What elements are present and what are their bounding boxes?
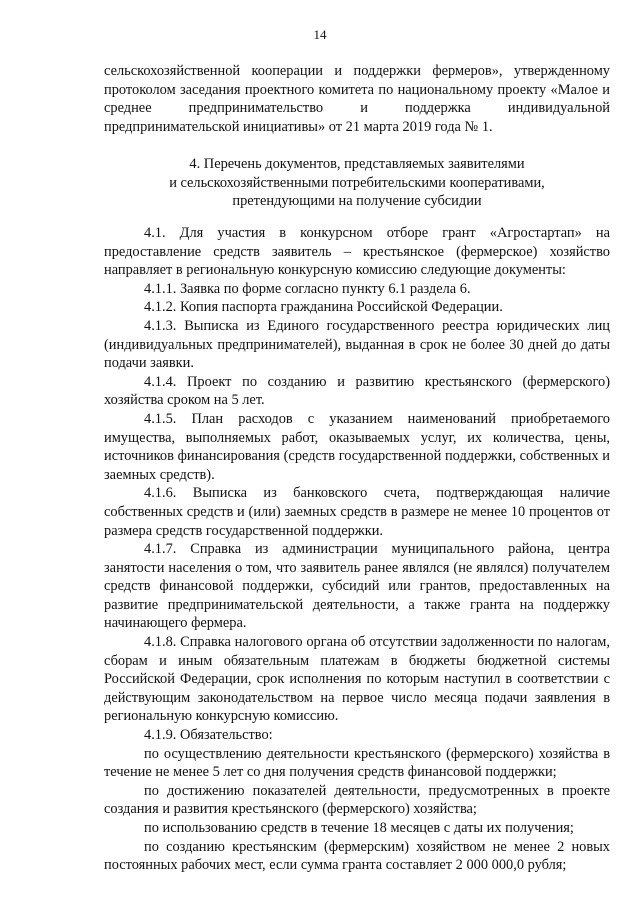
paragraph-4-1: 4.1. Для участия в конкурсном отборе грант «Агростартап» на предоставление средств заявитель – крестьянское (фермерское) хозяйство направляет в региональную конкурсную комиссию следующие документы:	[104, 225, 610, 279]
paragraph-4-1-3: 4.1.3. Выписка из Единого государственного реестра юридических лиц (индивидуальных предпринимателей), выданная в срок не более 30 дней до даты подачи заявки.	[104, 317, 610, 372]
paragraph-4-1-7: 4.1.7. Справка из администрации муниципального района, центра занятости населения о том, что заявитель ранее являлся (не являлся) получателем средств финансовой поддержки, субсидий или грантов, предоставленных на развитие предпринимательской деятельности, а также гранта на поддержку начинающего фермера.	[104, 541, 610, 632]
section-heading-line: 4. Перечень документов, представляемых заявителями	[189, 156, 525, 172]
obligation-item: по созданию крестьянским (фермерским) хозяйством не менее 2 новых постоянных рабочих мест, если сумма гранта составляет 2 000 000,0 рубля;	[104, 838, 610, 874]
section-heading	[104, 155, 610, 211]
intro-block	[104, 62, 610, 136]
obligation-item: по достижению показателей деятельности, предусмотренных в проекте создания и развития крестьянского (фермерского) хозяйства;	[104, 782, 610, 818]
paragraph-4-1-5: 4.1.5. План расходов с указанием наименований приобретаемого имущества, выполняемых работ, оказываемых услуг, их количества, цены, источников финансирования (средств государственной поддержки, собственных и заемных средств).	[104, 410, 610, 483]
paragraph-4-1-2: 4.1.2. Копия паспорта гражданина Российской Федерации.	[144, 299, 503, 316]
page-number: 14	[313, 27, 327, 42]
obligation-item: по использованию средств в течение 18 месяцев с даты их получения;	[144, 820, 574, 836]
document-list	[104, 224, 610, 875]
paragraph-4-1-8: 4.1.8. Справка налогового органа об отсутствии задолженности по налогам, сборам и иным обязательным платежам в бюджеты бюджетной системы Российской Федерации, срок исполнения по которым наступил в соответствии с действующим законодательством на первое число месяца подачи заявления в региональную конкурсную комиссию.	[104, 634, 610, 725]
section-heading-line: и сельскохозяйственными потребительскими кооперативами,	[169, 174, 545, 191]
intro-paragraph: сельскохозяйственной кооперации и поддержки фермеров», утвержденному протоколом заседания проектного комитета по национальному проекту «Малое и среднее предпринимательство и поддержка индивидуальной предпринимательской инициативы» от 21 марта 2019 года № 1.	[104, 63, 610, 135]
section-heading-line: претендующими на получение субсидии	[232, 193, 482, 210]
paragraph-4-1-4: 4.1.4. Проект по созданию и развитию крестьянского (фермерского) хозяйства сроком на 5 лет.	[104, 373, 610, 409]
paragraph-4-1-6: 4.1.6. Выписка из банковского счета, подтверждающая наличие собственных средств и (или) заемных средств в размере не менее 10 процентов от размера средств государственной поддержки.	[104, 485, 610, 539]
paragraph-4-1-1: 4.1.1. Заявка по форме согласно пункту 6.1 раздела 6.	[144, 280, 471, 297]
obligation-item: по осуществлению деятельности крестьянского (фермерского) хозяйства в течение не менее 5 лет со дня получения средств финансовой поддержки;	[104, 745, 610, 781]
paragraph-4-1-9: 4.1.9. Обязательство:	[144, 727, 273, 744]
